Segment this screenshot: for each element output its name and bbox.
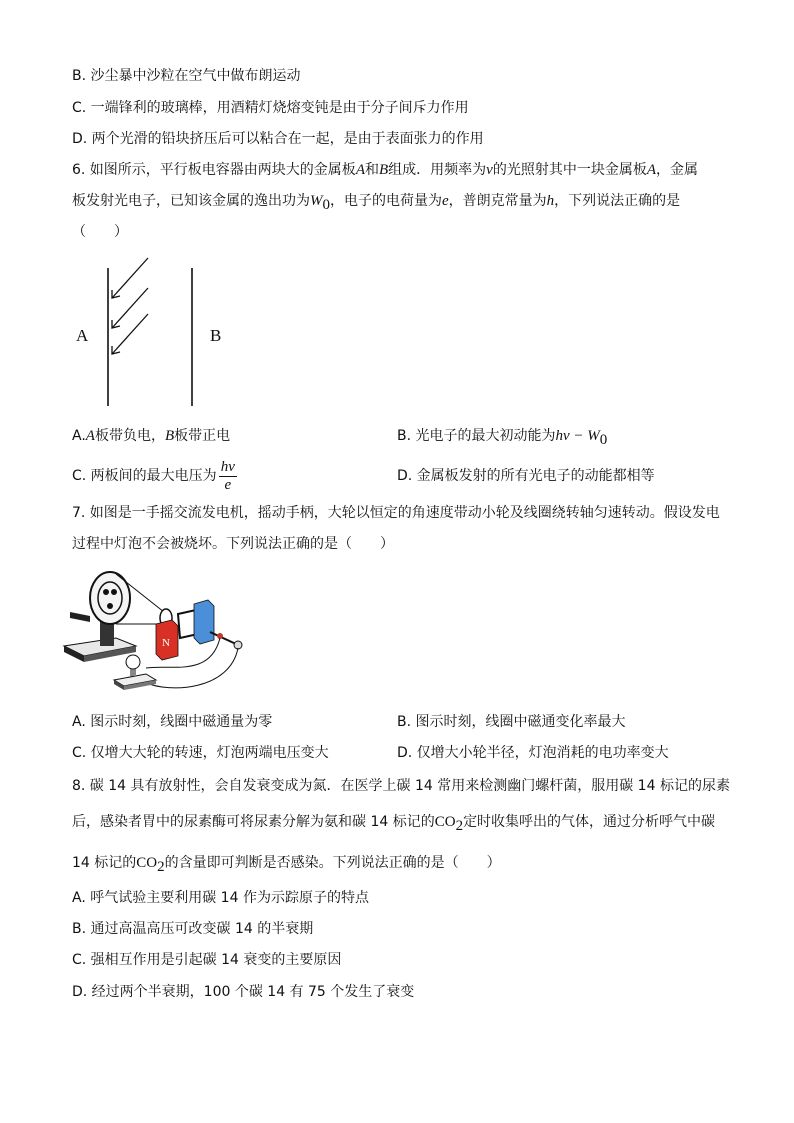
light-rays [112, 258, 148, 354]
q8-stem-line3: 14 标记的$CO_2$的含量即可判断是否感染。下列说法正确的是（ ） [72, 855, 501, 875]
q8-stem-line2: 后，感染者胃中的尿素酶可将尿素分解为氨和碳 14 标记的$CO_2$定时收集呼出的气体，通过分析呼气中碳 [72, 814, 716, 834]
brush [234, 641, 242, 649]
q6-option-d: D. 金属板发射的所有光电子的动能都相等 [397, 468, 655, 484]
q8-stem-line1: 8. 碳 14 具有放射性，会自发衰变成为氮．在医学上碳 14 常用来检测幽门螺杆菌，服用碳 14 标记的尿素 [72, 778, 730, 794]
q8-option-a: A. 呼气试验主要利用碳 14 作为示踪原子的特点 [72, 890, 369, 906]
light-ray-2 [112, 288, 148, 328]
q8-option-c: C. 强相互作用是引起碳 14 衰变的主要原因 [72, 952, 342, 968]
q7-stem-line1: 7. 如图是一手摇交流发电机，摇动手柄，大轮以恒定的角速度带动小轮及线圈绕转轴匀速转动。假设发电 [72, 505, 720, 521]
q6-option-b: B. 光电子的最大初动能为$h\nu - W_0$ [397, 428, 608, 448]
light-bulb-icon [126, 655, 140, 669]
voltage-fraction: $\frac{h\nu}{e}$ [220, 458, 235, 493]
q7-option-b: B. 图示时刻，线圈中磁通变化率最大 [397, 714, 626, 730]
q6-capacitor-figure [70, 252, 250, 412]
q7-option-c: C. 仅增大大轮的转速，灯泡两端电压变大 [72, 745, 329, 761]
q5-option-b: B. 沙尘暴中沙粒在空气中做布朗运动 [72, 68, 301, 84]
q6-stem-line2: 板发射光电子，已知该金属的逸出功为$W_0$，电子的电荷量为e，普朗克常量为h，下列说法正确的是 [72, 193, 681, 213]
magnet-n-label: N [162, 637, 170, 649]
q5-option-c: C. 一端锋利的玻璃棒，用酒精灯烧熔变钝是由于分子间斥力作用 [72, 100, 469, 116]
q8-option-d: D. 经过两个半衰期，100 个碳 14 有 75 个发生了衰变 [72, 984, 415, 1000]
q5-option-d: D. 两个光滑的铅块挤压后可以粘合在一起，是由于表面张力的作用 [72, 131, 484, 147]
crank-handle [70, 612, 90, 622]
q6-option-a: A.A板带负电，B板带正电 [72, 428, 231, 444]
plate-b-label: B [210, 326, 222, 345]
q7-option-d: D. 仅增大小轮半径，灯泡消耗的电功率变大 [397, 745, 669, 761]
light-ray-1 [112, 258, 148, 298]
q6-answer-paren: （ ） [72, 224, 128, 240]
q7-generator-figure [60, 568, 260, 698]
q6-option-c: C. 两板间的最大电压为 $\frac{h\nu}{e}$ [72, 458, 235, 493]
q6-stem-line1: 6. 如图所示，平行板电容器由两块大的金属板A和B组成．用频率为ν的光照射其中一块金属板A，金属 [72, 162, 698, 178]
q7-stem-line2: 过程中灯泡不会被烧坏。下列说法正确的是（ ） [72, 536, 394, 552]
plate-a-label: A [76, 326, 89, 345]
q8-option-b: B. 通过高温高压可改变碳 14 的半衰期 [72, 921, 314, 937]
q7-option-a: A. 图示时刻，线圈中磁通量为零 [72, 714, 273, 730]
magnet-s-pole [194, 600, 214, 644]
light-ray-3 [112, 314, 148, 354]
